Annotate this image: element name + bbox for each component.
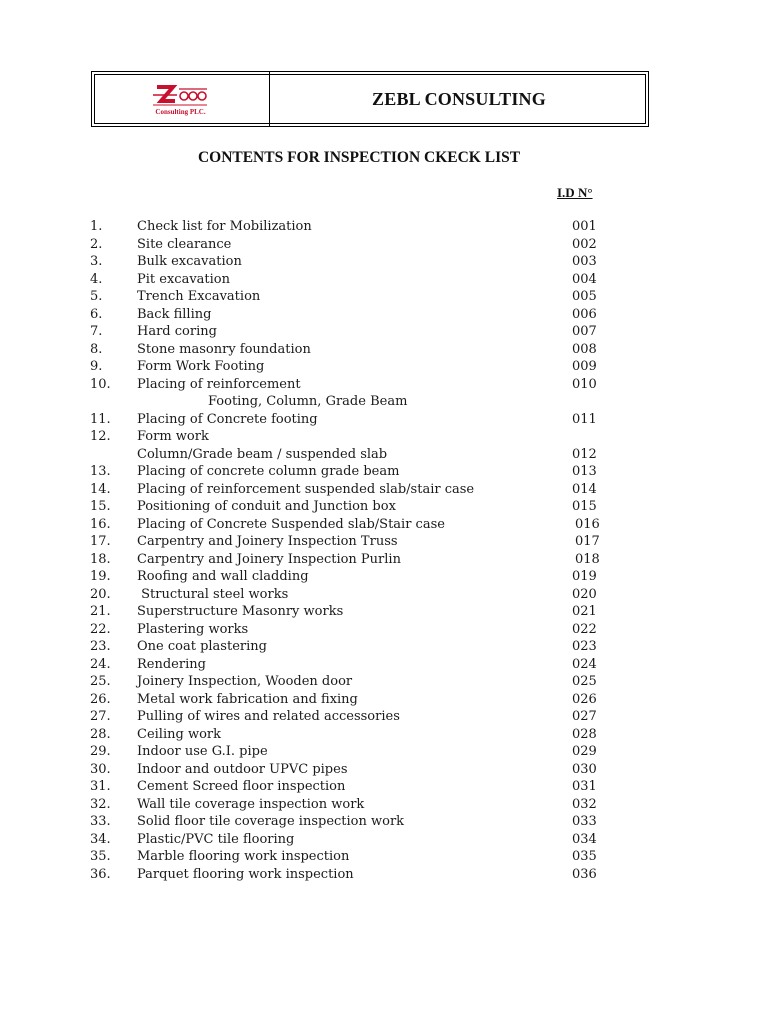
list-item	[0, 481, 768, 499]
item-id: 006	[572, 306, 597, 322]
item-label: Indoor and outdoor UPVC pipes	[137, 761, 348, 777]
list-item	[0, 691, 768, 709]
item-id: 019	[572, 569, 597, 584]
item-number: 26.	[90, 691, 111, 707]
item-label: Carpentry and Joinery Inspection Truss	[137, 534, 398, 549]
item-number: 3.	[90, 254, 103, 269]
item-number: 30.	[90, 761, 111, 777]
item-label: Carpentry and Joinery Inspection Purlin	[137, 551, 401, 567]
item-number: 10.	[90, 376, 111, 392]
item-id: 020	[572, 586, 597, 602]
item-number: 1.	[90, 219, 103, 234]
item-id: 021	[572, 604, 597, 619]
item-label: Placing of Concrete footing	[137, 411, 318, 427]
item-id: 025	[572, 674, 597, 689]
item-label: Pit excavation	[137, 271, 230, 287]
item-label: Metal work fabrication and fixing	[137, 691, 358, 707]
item-number: 11.	[90, 411, 111, 427]
list-item	[0, 393, 768, 411]
item-label: Cement Screed floor inspection	[137, 779, 346, 794]
id-column-header: I.D N°	[557, 185, 593, 200]
item-label: Structural steel works	[137, 586, 289, 602]
item-label: Check list for Mobilization	[137, 219, 312, 234]
item-label: Wall tile coverage inspection work	[137, 796, 365, 812]
item-label: Site clearance	[137, 236, 232, 252]
item-number: 28.	[90, 726, 111, 742]
list-item	[0, 551, 768, 569]
list-item	[0, 428, 768, 446]
item-number: 29.	[90, 744, 111, 759]
item-number: 14.	[90, 481, 111, 497]
item-label: Marble flooring work inspection	[137, 849, 350, 864]
item-id: 031	[572, 779, 597, 794]
item-id: 007	[572, 324, 597, 339]
list-item	[0, 813, 768, 831]
list-item	[0, 253, 768, 271]
list-item	[0, 516, 768, 534]
item-id: 014	[572, 481, 597, 497]
item-label: Indoor use G.I. pipe	[137, 744, 268, 759]
list-item	[0, 621, 768, 639]
item-id: 032	[572, 796, 597, 812]
item-label: Footing, Column, Grade Beam	[208, 394, 408, 409]
list-item	[0, 358, 768, 376]
item-id: 002	[572, 236, 597, 252]
item-number: 21.	[90, 604, 111, 619]
item-id: 004	[572, 271, 597, 287]
item-id: 022	[572, 621, 597, 637]
item-label: Ceiling work	[137, 726, 221, 742]
item-number: 34.	[90, 831, 111, 847]
checklist-items	[0, 218, 768, 883]
item-number: 5.	[90, 289, 103, 304]
item-number: 4.	[90, 271, 103, 287]
item-number: 17.	[90, 534, 111, 549]
item-label: Stone masonry foundation	[137, 341, 311, 357]
list-item	[0, 323, 768, 341]
company-cell	[270, 72, 648, 126]
list-item	[0, 411, 768, 429]
item-label: Hard coring	[137, 324, 217, 339]
list-item	[0, 831, 768, 849]
item-label: Plastic/PVC tile flooring	[137, 831, 295, 847]
document-title: CONTENTS FOR INSPECTION CKECK LIST	[197, 149, 521, 166]
list-item	[0, 796, 768, 814]
item-number: 24.	[90, 656, 111, 672]
item-label: Plastering works	[137, 621, 249, 637]
item-number: 9.	[90, 359, 103, 374]
item-id: 036	[572, 866, 597, 882]
list-item	[0, 603, 768, 621]
item-id: 029	[572, 744, 597, 759]
item-number: 8.	[90, 341, 103, 357]
list-item	[0, 656, 768, 674]
item-label: Parquet flooring work inspection	[137, 866, 354, 882]
item-label: Bulk excavation	[137, 254, 242, 269]
logo-caption: Consulting PLC.	[155, 107, 206, 116]
list-item	[0, 568, 768, 586]
list-item	[0, 743, 768, 761]
item-label: Placing of concrete column grade beam	[137, 464, 400, 479]
list-item	[0, 376, 768, 394]
list-item	[0, 638, 768, 656]
item-label: Rendering	[137, 656, 206, 672]
item-number: 35.	[90, 849, 111, 864]
item-number: 19.	[90, 569, 111, 584]
item-label: Positioning of conduit and Junction box	[137, 499, 396, 514]
item-number: 12.	[90, 429, 111, 444]
item-label: Back filling	[137, 306, 212, 322]
item-id: 030	[572, 761, 597, 777]
item-id: 001	[572, 219, 597, 234]
item-label: Joinery Inspection, Wooden door	[137, 674, 353, 689]
item-id: 035	[572, 849, 597, 864]
company-name: ZEBL CONSULTING	[372, 88, 546, 109]
header-box	[91, 71, 649, 127]
item-number: 6.	[90, 306, 103, 322]
item-label: Superstructure Masonry works	[137, 604, 344, 619]
item-number: 13.	[90, 464, 111, 479]
item-id: 009	[572, 359, 597, 374]
item-id: 016	[575, 516, 600, 532]
item-label: Solid floor tile coverage inspection work	[137, 814, 405, 829]
item-label: Placing of reinforcement suspended slab/stair case	[137, 481, 475, 497]
item-id: 012	[572, 446, 597, 462]
item-number: 27.	[90, 709, 111, 724]
list-item	[0, 306, 768, 324]
item-number: 33.	[90, 814, 111, 829]
list-item	[0, 586, 768, 604]
list-item	[0, 673, 768, 691]
item-id: 015	[572, 499, 597, 514]
list-item	[0, 446, 768, 464]
list-item	[0, 708, 768, 726]
list-item	[0, 778, 768, 796]
item-number: 7.	[90, 324, 103, 339]
list-item	[0, 271, 768, 289]
item-label: Placing of reinforcement	[137, 376, 301, 392]
item-number: 31.	[90, 779, 111, 794]
item-id: 010	[572, 376, 597, 392]
item-id: 011	[572, 411, 597, 427]
item-number: 25.	[90, 674, 111, 689]
list-item	[0, 761, 768, 779]
logo	[92, 72, 270, 126]
item-id: 013	[572, 464, 597, 479]
item-id: 017	[575, 534, 600, 549]
item-number: 15.	[90, 499, 111, 514]
item-number: 36.	[90, 866, 111, 882]
item-id: 018	[575, 551, 600, 567]
item-id: 034	[572, 831, 597, 847]
item-label: Trench Excavation	[137, 289, 261, 304]
item-id: 033	[572, 814, 597, 829]
list-item	[0, 463, 768, 481]
item-number: 23.	[90, 639, 111, 654]
item-id: 026	[572, 691, 597, 707]
item-label: Form Work Footing	[137, 359, 265, 374]
list-item	[0, 533, 768, 551]
item-id: 028	[572, 726, 597, 742]
item-id: 008	[572, 341, 597, 357]
item-label: Placing of Concrete Suspended slab/Stair case	[137, 516, 445, 532]
item-number: 22.	[90, 621, 111, 637]
list-item	[0, 236, 768, 254]
item-id: 024	[572, 656, 597, 672]
item-label: Form work	[137, 429, 209, 444]
item-number: 18.	[90, 551, 111, 567]
list-item	[0, 218, 768, 236]
list-item	[0, 726, 768, 744]
item-id: 027	[572, 709, 597, 724]
item-label: Column/Grade beam / suspended slab	[137, 446, 388, 462]
item-label: Pulling of wires and related accessories	[137, 709, 400, 724]
item-id: 005	[572, 289, 597, 304]
item-number: 2.	[90, 236, 103, 252]
item-label: One coat plastering	[137, 639, 267, 654]
item-id: 003	[572, 254, 597, 269]
list-item	[0, 848, 768, 866]
item-label: Roofing and wall cladding	[137, 569, 309, 584]
list-item	[0, 498, 768, 516]
list-item	[0, 341, 768, 359]
zebl-logo-icon	[151, 83, 211, 109]
list-item	[0, 288, 768, 306]
item-number: 20.	[90, 586, 111, 602]
list-item	[0, 866, 768, 884]
item-id: 023	[572, 639, 597, 654]
item-number: 16.	[90, 516, 111, 532]
item-number: 32.	[90, 796, 111, 812]
